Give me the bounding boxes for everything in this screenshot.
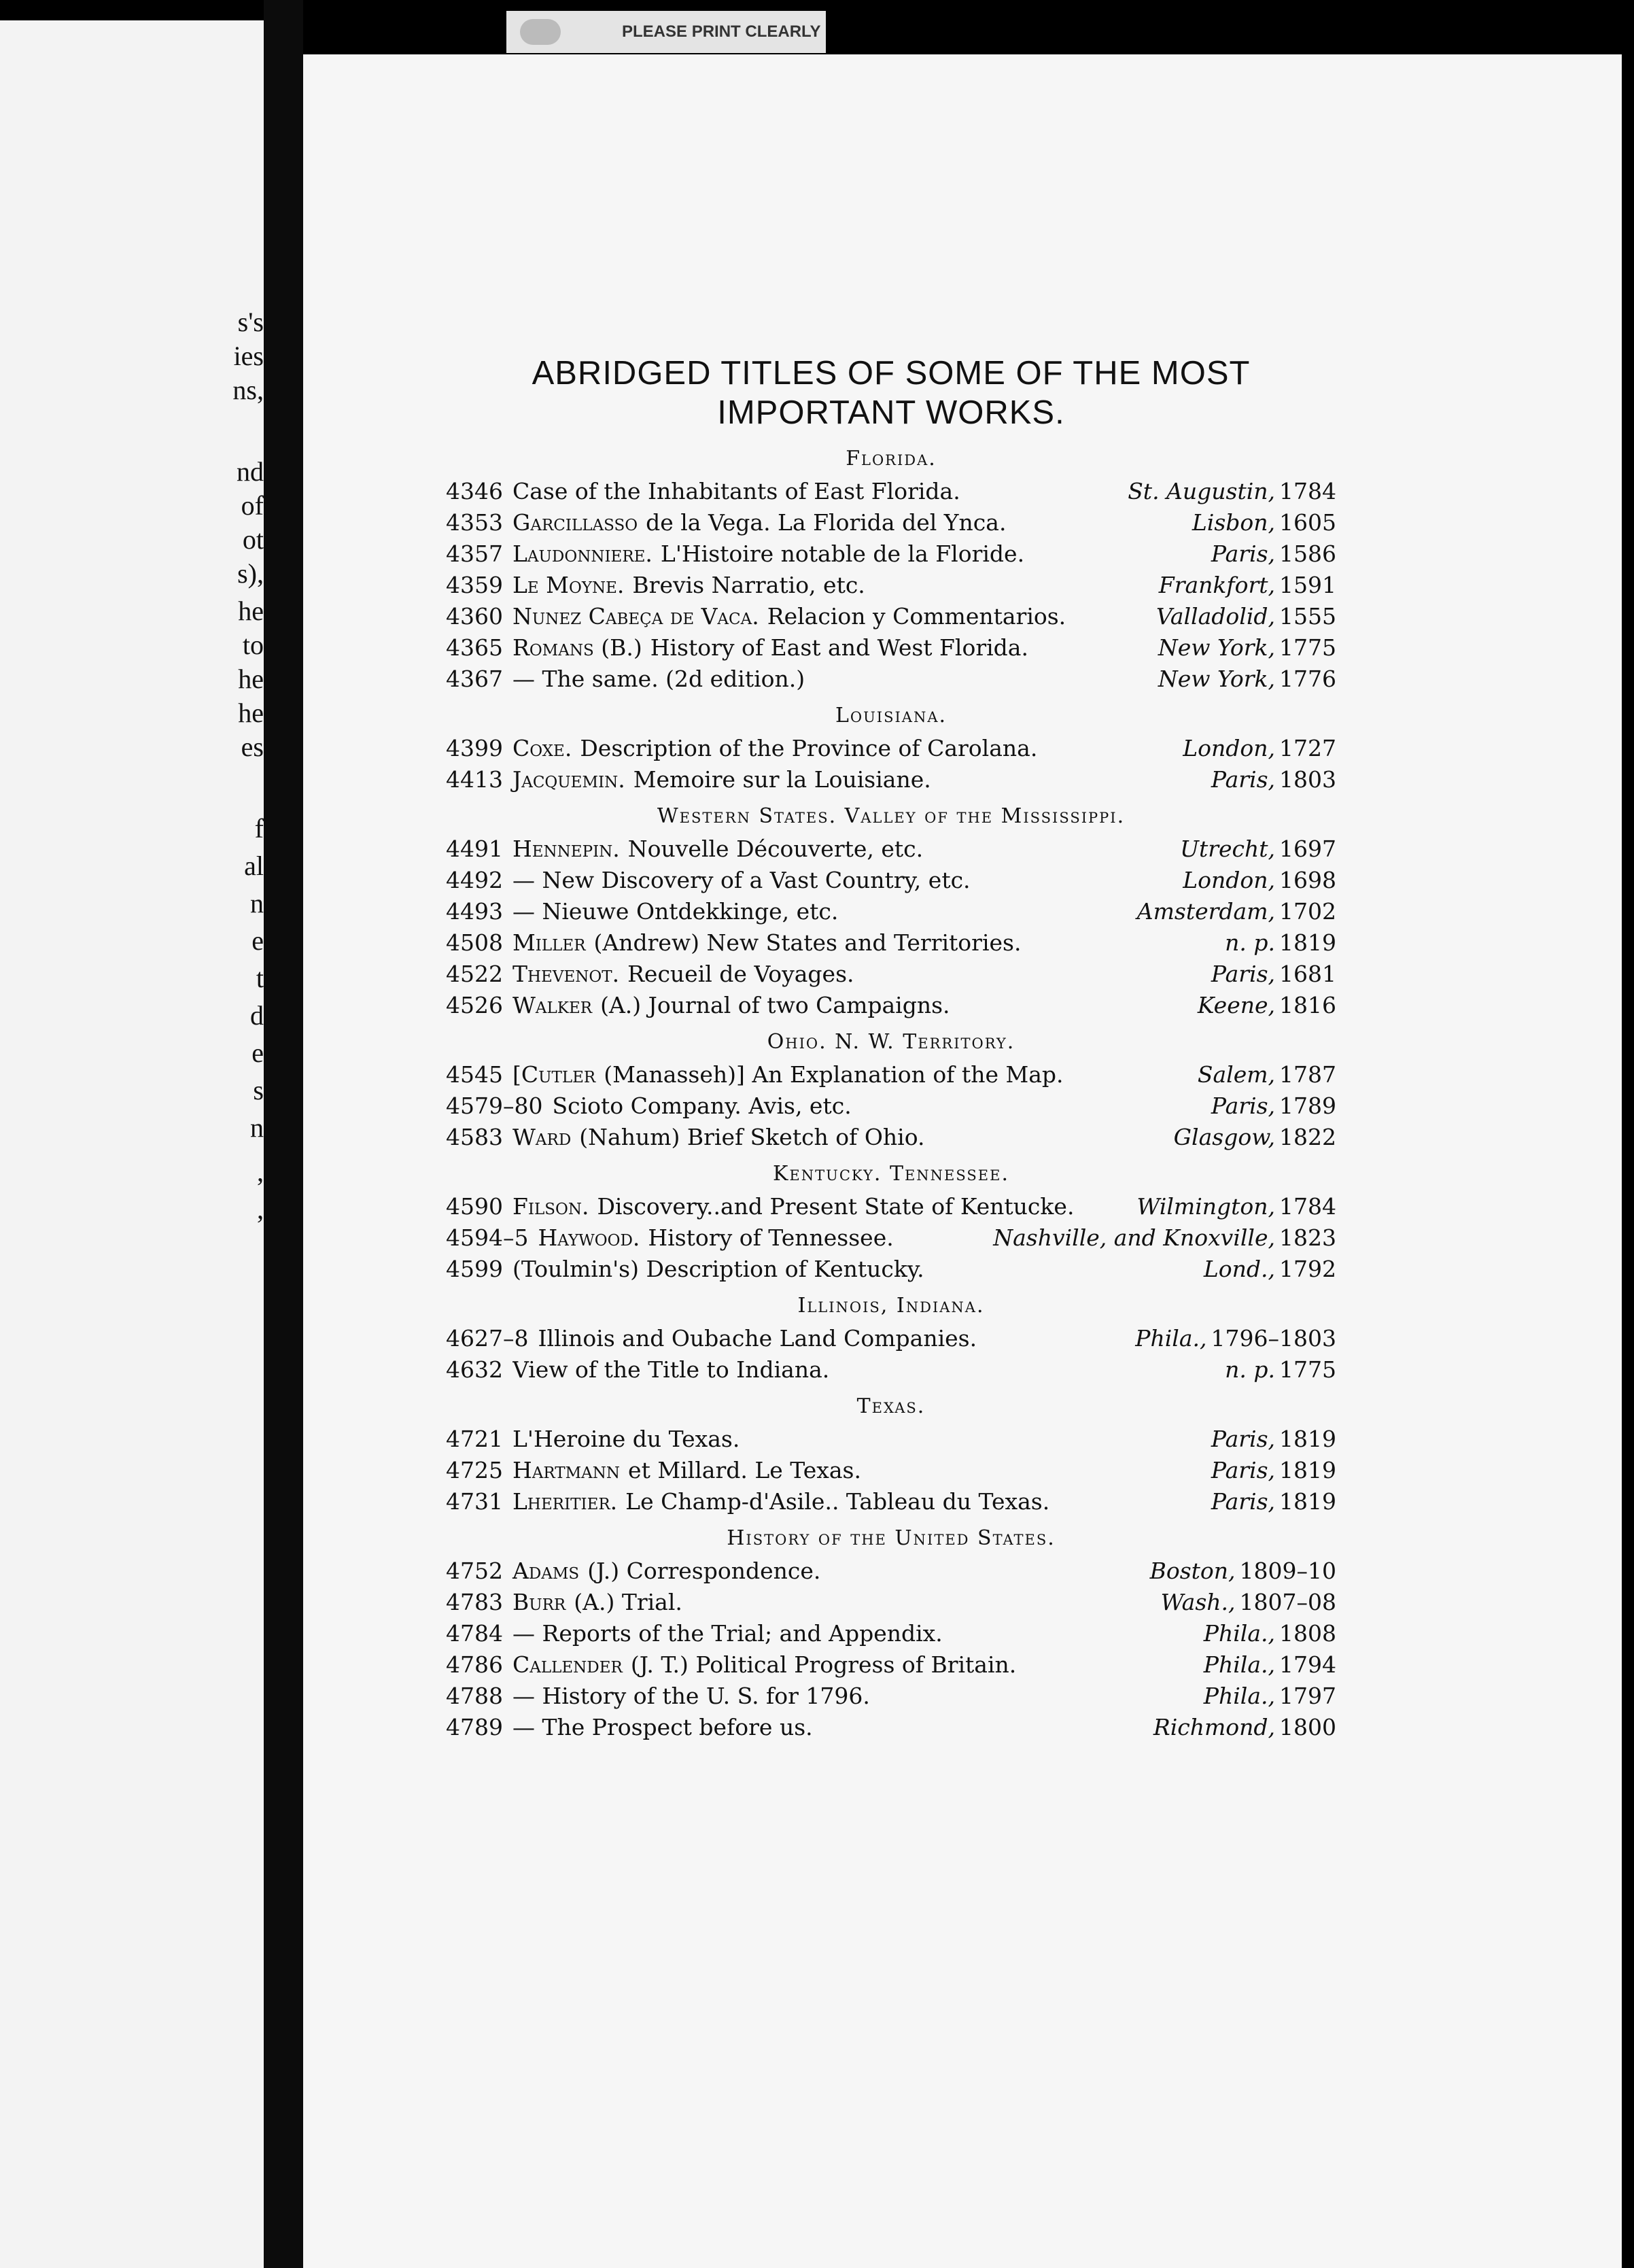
catalog-entry: [446, 1222, 1336, 1254]
entry-year: 1800: [1279, 1714, 1336, 1740]
entry-title: Brevis Narratio, etc.: [632, 572, 865, 598]
entry-place: Phila.,: [1203, 1620, 1276, 1647]
entry-place: Frankfort,: [1158, 572, 1276, 598]
entry-title: Illinois and Oubache Land Companies.: [538, 1325, 977, 1352]
section-heading: Louisiana.: [835, 704, 948, 727]
catalog-entry: [446, 476, 1336, 507]
entry-title: L'Histoire notable de la Floride.: [660, 540, 1025, 567]
facing-page-fragment: he: [238, 698, 264, 728]
entry-author: Walker: [512, 992, 593, 1018]
catalog-entry: [446, 1486, 1336, 1517]
facing-page-fragment: he: [238, 596, 264, 626]
entry-number: 4583: [446, 1124, 503, 1150]
entry-author: Coxe.: [512, 735, 572, 761]
entry-title: (Nahum) Brief Sketch of Ohio.: [579, 1124, 925, 1150]
entry-number: 4590: [446, 1193, 503, 1220]
call-slip-tag: [506, 11, 826, 53]
catalog-entry: [446, 601, 1336, 632]
entry-title: L'Heroine du Texas.: [512, 1426, 740, 1452]
catalog-entry: [446, 1618, 1336, 1649]
facing-page-fragment: ,: [257, 1194, 264, 1224]
entry-place: Lond.,: [1203, 1256, 1276, 1282]
catalog-entry: [446, 1712, 1336, 1743]
entry-title: Scioto Company. Avis, etc.: [552, 1093, 852, 1119]
entry-place: Paris,: [1211, 1457, 1276, 1483]
entry-place: Amsterdam,: [1136, 898, 1276, 925]
entry-number: 4594–5: [446, 1224, 529, 1251]
entry-number: 4367: [446, 666, 503, 692]
entry-year: 1698: [1279, 867, 1336, 893]
entry-number: 4413: [446, 766, 503, 793]
entry-number: 4783: [446, 1589, 503, 1615]
catalog-entry: [446, 990, 1336, 1021]
entry-year: 1605: [1279, 509, 1336, 536]
facing-page-fragment: t: [256, 963, 264, 993]
catalog-entry: [446, 1354, 1336, 1386]
entry-place: New York,: [1158, 634, 1276, 661]
catalog-entry: [446, 1649, 1336, 1681]
entry-place: Wash.,: [1160, 1589, 1236, 1615]
entry-place: Paris,: [1211, 1488, 1276, 1515]
facing-page-fragment: d: [250, 1000, 264, 1031]
facing-page-fragment: es: [241, 732, 264, 762]
entry-year: 1797: [1279, 1683, 1336, 1709]
entry-number: 4491: [446, 836, 503, 862]
entry-author: [Cutler: [512, 1061, 596, 1088]
entry-author: Jacquemin.: [512, 766, 625, 793]
entry-year: 1823: [1279, 1224, 1336, 1251]
entry-author: Burr: [512, 1589, 566, 1615]
catalog-entry: [446, 1191, 1336, 1222]
catalog-entry: [446, 865, 1336, 896]
entry-title: (A.) Journal of two Campaigns.: [600, 992, 950, 1018]
catalog-entry: [446, 1424, 1336, 1455]
entry-year: 1819: [1279, 1426, 1336, 1452]
entry-place: n. p.: [1225, 929, 1276, 956]
entry-title: de la Vega. La Florida del Ynca.: [646, 509, 1007, 536]
entry-place: Keene,: [1197, 992, 1276, 1018]
entry-title: — The Prospect before us.: [512, 1714, 813, 1740]
entry-number: 4627–8: [446, 1325, 529, 1352]
entry-number: 4346: [446, 478, 503, 504]
entry-title: (Toulmin's) Description of Kentucky.: [512, 1256, 924, 1282]
entry-year: 1816: [1279, 992, 1336, 1018]
entry-number: 4725: [446, 1457, 503, 1483]
entry-author: Callender: [512, 1651, 623, 1678]
entry-number: 4788: [446, 1683, 503, 1709]
entry-place: Boston,: [1149, 1558, 1236, 1584]
entry-place: New York,: [1158, 666, 1276, 692]
entry-place: Salem,: [1197, 1061, 1276, 1088]
entry-title: — Nieuwe Ontdekkinge, etc.: [512, 898, 839, 925]
catalog-entry: [446, 1059, 1336, 1090]
entry-number: 4632: [446, 1356, 503, 1383]
page-title-line1: ABRIDGED TITLES OF SOME OF THE MOST: [532, 355, 1251, 392]
facing-page-fragment: ,: [257, 1156, 264, 1187]
entry-place: Glasgow,: [1173, 1124, 1276, 1150]
entry-year: 1586: [1279, 540, 1336, 567]
entry-title: — History of the U. S. for 1796.: [512, 1683, 870, 1709]
entry-year: 1727: [1279, 735, 1336, 761]
facing-page-fragment: n: [250, 888, 264, 918]
entry-title: History of East and West Florida.: [650, 634, 1028, 661]
entry-author: Romans (B.): [512, 634, 642, 661]
section-heading: Ohio. N. W. Territory.: [767, 1030, 1015, 1054]
entry-year: 1555: [1279, 603, 1336, 630]
tag-text: PLEASE PRINT CLEARLY: [622, 22, 821, 41]
entry-number: 4353: [446, 509, 503, 536]
entry-place: Paris,: [1211, 1093, 1276, 1119]
facing-page-fragment: ies: [233, 341, 264, 371]
entry-title: et Millard. Le Texas.: [628, 1457, 861, 1483]
catalog-entry: [446, 834, 1336, 865]
page-title-line2: IMPORTANT WORKS.: [717, 394, 1065, 431]
entry-place: Paris,: [1211, 961, 1276, 987]
entry-author: Laudonniere.: [512, 540, 653, 567]
entry-year: 1776: [1279, 666, 1336, 692]
entry-title: (J.) Correspondence.: [587, 1558, 821, 1584]
entry-number: 4784: [446, 1620, 503, 1647]
facing-page-fragment: ns,: [232, 375, 264, 405]
catalog-entry: [446, 1455, 1336, 1486]
catalog-entry: [446, 896, 1336, 927]
catalog-entry: [446, 664, 1336, 695]
entry-number: 4357: [446, 540, 503, 567]
entry-place: Richmond,: [1153, 1714, 1276, 1740]
entry-year: 1808: [1279, 1620, 1336, 1647]
entry-year: 1819: [1279, 1457, 1336, 1483]
entry-title: Case of the Inhabitants of East Florida.: [512, 478, 960, 504]
entry-place: Utrecht,: [1180, 836, 1276, 862]
entry-number: 4359: [446, 572, 503, 598]
catalog-entry: [446, 1587, 1336, 1618]
section-heading: Western States. Valley of the Mississippi.: [657, 804, 1126, 828]
entry-number: 4508: [446, 929, 503, 956]
catalog-entry: [446, 1090, 1336, 1122]
entry-year: 1697: [1279, 836, 1336, 862]
entry-title: Description of the Province of Carolana.: [580, 735, 1038, 761]
entry-author: Thevenot.: [512, 961, 620, 987]
entry-number: 4545: [446, 1061, 503, 1088]
sections-list: [446, 443, 1336, 1743]
facing-page-fragment: to: [242, 630, 264, 660]
facing-page-fragment: nd: [237, 456, 264, 487]
entry-year: 1789: [1279, 1093, 1336, 1119]
entry-title: Discovery..and Present State of Kentucke.: [597, 1193, 1075, 1220]
entry-year: 1819: [1279, 929, 1336, 956]
book-gutter: [264, 0, 303, 2268]
entry-author: Haywood.: [538, 1224, 640, 1251]
entry-year: 1775: [1279, 634, 1336, 661]
entry-place: St. Augustin,: [1128, 478, 1276, 504]
section-heading: Florida.: [846, 447, 937, 470]
entry-place: Phila.,: [1203, 1651, 1276, 1678]
catalog-entry: [446, 507, 1336, 538]
entry-title: View of the Title to Indiana.: [512, 1356, 830, 1383]
entry-number: 4599: [446, 1256, 503, 1282]
entry-author: Adams: [512, 1558, 580, 1584]
entry-year: 1775: [1279, 1356, 1336, 1383]
entry-year: 1796–1803: [1211, 1325, 1336, 1352]
entry-year: 1822: [1279, 1124, 1336, 1150]
facing-page-fragment: e: [251, 1037, 264, 1068]
catalog-entry: [446, 1254, 1336, 1285]
catalog-entry: [446, 1323, 1336, 1354]
entry-place: Phila.,: [1203, 1683, 1276, 1709]
entry-year: 1681: [1279, 961, 1336, 987]
entry-place: Valladolid,: [1156, 603, 1276, 630]
facing-page-fragment: s's: [237, 307, 264, 337]
section-heading: Illinois, Indiana.: [797, 1294, 985, 1318]
entry-title: Memoire sur la Louisiane.: [633, 766, 931, 793]
entry-number: 4579–80: [446, 1093, 543, 1119]
entry-year: 1784: [1279, 478, 1336, 504]
section-heading: Texas.: [856, 1394, 926, 1418]
entry-title: — The same. (2d edition.): [512, 666, 805, 692]
entry-title: — Reports of the Trial; and Appendix.: [512, 1620, 943, 1647]
entry-number: 4492: [446, 867, 503, 893]
entry-number: 4365: [446, 634, 503, 661]
facing-page-fragment: of: [241, 490, 264, 521]
catalog-entry: [446, 1556, 1336, 1587]
section-heading: History of the United States.: [727, 1526, 1056, 1550]
facing-page-fragment: n: [250, 1112, 264, 1143]
entry-number: 4522: [446, 961, 503, 987]
entry-place: Nashville, and Knoxville,: [993, 1224, 1276, 1251]
facing-page-fragment: s: [253, 1075, 264, 1105]
entry-year: 1803: [1279, 766, 1336, 793]
entry-author: Lheritier.: [512, 1488, 618, 1515]
entry-author: Hartmann: [512, 1457, 621, 1483]
entry-number: 4786: [446, 1651, 503, 1678]
entry-title: Recueil de Voyages.: [627, 961, 854, 987]
entry-year: 1792: [1279, 1256, 1336, 1282]
entry-place: Paris,: [1211, 1426, 1276, 1452]
entry-place: n. p.: [1225, 1356, 1276, 1383]
entry-author: Garcillasso: [512, 509, 638, 536]
entry-author: Nunez Cabeça de Vaca.: [512, 603, 759, 630]
catalog-entry: [446, 1122, 1336, 1153]
facing-page-fragment: f: [254, 813, 264, 844]
entry-author: Ward: [512, 1124, 572, 1150]
facing-page-fragment: ot: [242, 524, 264, 555]
entry-title: History of Tennessee.: [648, 1224, 894, 1251]
entry-year: 1702: [1279, 898, 1336, 925]
entry-author: Le Moyne.: [512, 572, 625, 598]
entry-number: 4752: [446, 1558, 503, 1584]
catalog-entry: [446, 632, 1336, 664]
entry-number: 4789: [446, 1714, 503, 1740]
entry-title: Relacion y Commentarios.: [767, 603, 1066, 630]
entry-number: 4526: [446, 992, 503, 1018]
entry-number: 4493: [446, 898, 503, 925]
facing-page-fragment: al: [244, 850, 264, 881]
entry-title: (A.) Trial.: [574, 1589, 682, 1615]
catalog-entry: [446, 959, 1336, 990]
entry-year: 1787: [1279, 1061, 1336, 1088]
section-heading: Kentucky. Tennessee.: [773, 1162, 1009, 1186]
facing-page-fragment: e: [251, 925, 264, 956]
entry-place: London,: [1183, 735, 1276, 761]
catalog-entry: [446, 570, 1336, 601]
catalog-entry: [446, 538, 1336, 570]
tag-dial-icon: [520, 19, 561, 45]
entry-year: 1819: [1279, 1488, 1336, 1515]
entry-number: 4399: [446, 735, 503, 761]
entry-place: Paris,: [1211, 766, 1276, 793]
entry-year: 1591: [1279, 572, 1336, 598]
entry-title: (J. T.) Political Progress of Britain.: [630, 1651, 1017, 1678]
entry-author: Hennepin.: [512, 836, 620, 862]
entry-place: Phila.,: [1135, 1325, 1207, 1352]
facing-page-fragment: s),: [237, 558, 264, 589]
entry-number: 4731: [446, 1488, 503, 1515]
entry-place: Paris,: [1211, 540, 1276, 567]
entry-author: Miller: [512, 929, 586, 956]
entry-title: (Andrew) New States and Territories.: [593, 929, 1022, 956]
page-title: [446, 354, 1336, 432]
document-body: [446, 354, 1336, 1743]
entry-year: 1784: [1279, 1193, 1336, 1220]
entry-title: Le Champ-d'Asile.. Tableau du Texas.: [625, 1488, 1050, 1515]
entry-author: Filson.: [512, 1193, 589, 1220]
entry-year: 1794: [1279, 1651, 1336, 1678]
entry-place: London,: [1183, 867, 1276, 893]
entry-title: (Manasseh)] An Explanation of the Map.: [604, 1061, 1064, 1088]
entry-place: Wilmington,: [1136, 1193, 1276, 1220]
entry-year: 1807–08: [1239, 1589, 1336, 1615]
entry-title: — New Discovery of a Vast Country, etc.: [512, 867, 971, 893]
catalog-entry: [446, 733, 1336, 764]
facing-page-fragment: he: [238, 664, 264, 694]
catalog-entry: [446, 927, 1336, 959]
entry-place: Lisbon,: [1192, 509, 1276, 536]
catalog-entry: [446, 1681, 1336, 1712]
entry-number: 4360: [446, 603, 503, 630]
entry-number: 4721: [446, 1426, 503, 1452]
facing-page-edge: [0, 20, 264, 2268]
entry-title: Nouvelle Découverte, etc.: [627, 836, 924, 862]
entry-year: 1809–10: [1239, 1558, 1336, 1584]
catalog-entry: [446, 764, 1336, 795]
